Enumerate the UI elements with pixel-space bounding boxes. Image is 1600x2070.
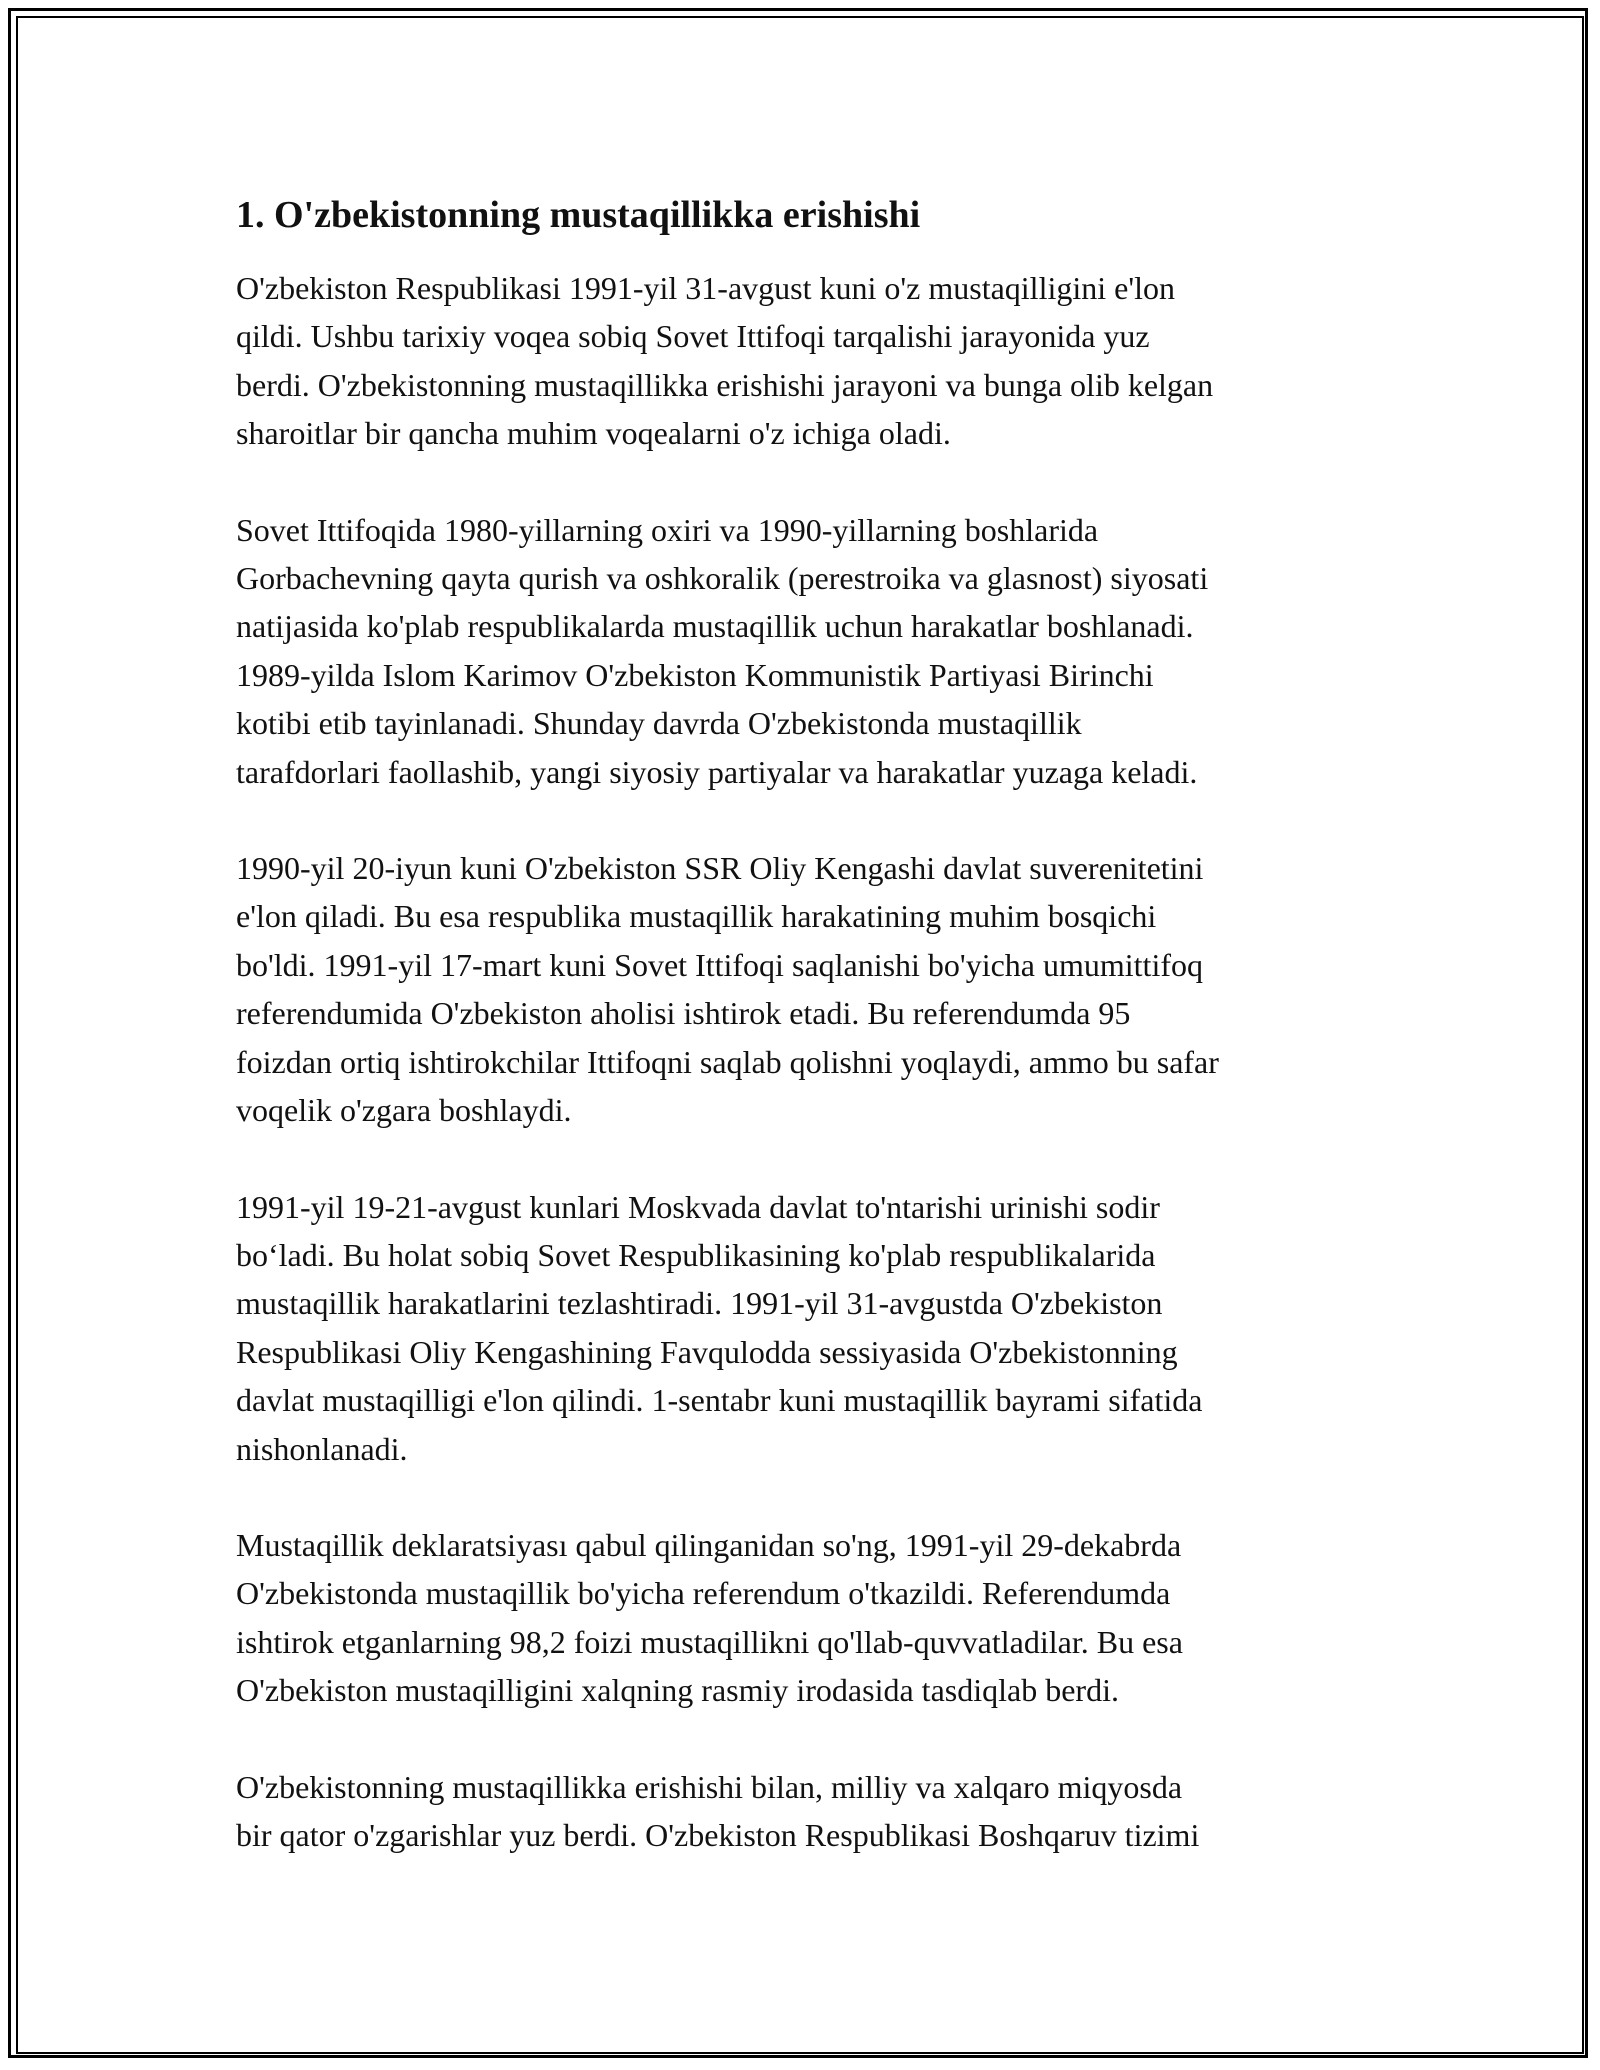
paragraph-6 <box>236 1763 1376 1860</box>
text-line: Mustaqillik deklaratsiyası qabul qilinganidan so'ng, 1991-yil 29-dekabrda <box>236 1526 1182 1563</box>
document-title: 1. O'zbekistonning mustaqillikka erishishi <box>236 194 921 236</box>
text-line: voqelik o'zgara boshlaydi. <box>236 1092 572 1129</box>
text-line: O'zbekistonning mustaqillikka erishishi bilan, milliy va xalqaro miqyosda <box>236 1768 1183 1805</box>
text-line: nishonlanadi. <box>236 1430 408 1467</box>
text-line: 1991-yil 19-21-avgust kunlari Moskvada davlat to'ntarishi urinishi sodir <box>236 1188 1160 1225</box>
text-line: natijasida ko'plab respublikalarda mustaqillik uchun harakatlar boshlanadi. <box>236 608 1194 645</box>
paragraph-2 <box>236 506 1376 796</box>
text-line: referendumida O'zbekiston aholisi ishtirok etadi. Bu referendumda 95 <box>236 995 1131 1032</box>
text-line: O'zbekistonda mustaqillik bo'yicha referendum o'tkazildi. Referendumda <box>236 1575 1171 1612</box>
text-line: e'lon qiladi. Bu esa respublika mustaqillik harakatining muhim bosqichi <box>236 898 1157 935</box>
text-line: kotibi etib tayinlanadi. Shunday davrda O'zbekistonda mustaqillik <box>236 705 1082 742</box>
text-line: O'zbekiston Respublikasi 1991-yil 31-avgust kuni o'z mustaqilligini e'lon <box>236 270 1175 306</box>
text-line: bo‘ladi. Bu holat sobiq Sovet Respublikasining ko'plab respublikalarida <box>236 1236 1156 1273</box>
text-line: Respublikasi Oliy Kengashining Favqulodda sessiyasida O'zbekistonning <box>236 1333 1178 1370</box>
document-body <box>236 180 1376 1907</box>
text-line: sharoitlar bir qancha muhim voqealarni o'z ichiga oladi. <box>236 415 951 452</box>
paragraph-1 <box>236 264 1376 458</box>
text-line: Sovet Ittifoqida 1980-yillarning oxiri va 1990-yillarning boshlarida <box>236 511 1099 548</box>
text-line: qildi. Ushbu tarixiy voqea sobiq Sovet Ittifoqi tarqalishi jarayonida yuz <box>236 318 1150 355</box>
text-line: tarafdorlari faollashib, yangi siyosiy partiyalar va harakatlar yuzaga keladi. <box>236 753 1198 790</box>
text-line: 1989-yilda Islom Karimov O'zbekiston Kommunistik Partiyasi Birinchi <box>236 656 1154 693</box>
text-line: berdi. O'zbekistonning mustaqillikka erishishi jarayoni va bunga olib kelgan <box>236 366 1214 403</box>
text-line: bo'ldi. 1991-yil 17-mart kuni Sovet Ittifoqi saqlanishi bo'yicha umumittifoq <box>236 946 1203 983</box>
text-line: bir qator o'zgarishlar yuz berdi. O'zbekiston Respublikasi Boshqaruv tizimi <box>236 1816 1200 1853</box>
text-line: foizdan ortiq ishtirokchilar Ittifoqni saqlab qolishni yoqlaydi, ammo bu safar <box>236 1043 1219 1080</box>
paragraph-4 <box>236 1183 1376 1473</box>
text-line: 1990-yil 20-iyun kuni O'zbekiston SSR Oliy Kengashi davlat suverenitetini <box>236 850 1204 887</box>
paragraph-3 <box>236 844 1376 1134</box>
text-line: mustaqillik harakatlarini tezlashtiradi. 1991-yil 31-avgustda O'zbekiston <box>236 1285 1163 1322</box>
text-line: ishtirok etganlarning 98,2 foizi mustaqillikni qo'llab-quvvatladilar. Bu esa <box>236 1623 1183 1660</box>
text-line: Gorbachevning qayta qurish va oshkoralik (perestroika va glasnost) siyosati <box>236 560 1209 597</box>
text-line: davlat mustaqilligi e'lon qilindi. 1-sentabr kuni mustaqillik bayrami sifatida <box>236 1382 1203 1419</box>
paragraph-5 <box>236 1521 1376 1715</box>
text-line: O'zbekiston mustaqilligini xalqning rasmiy irodasida tasdiqlab berdi. <box>236 1672 1119 1709</box>
